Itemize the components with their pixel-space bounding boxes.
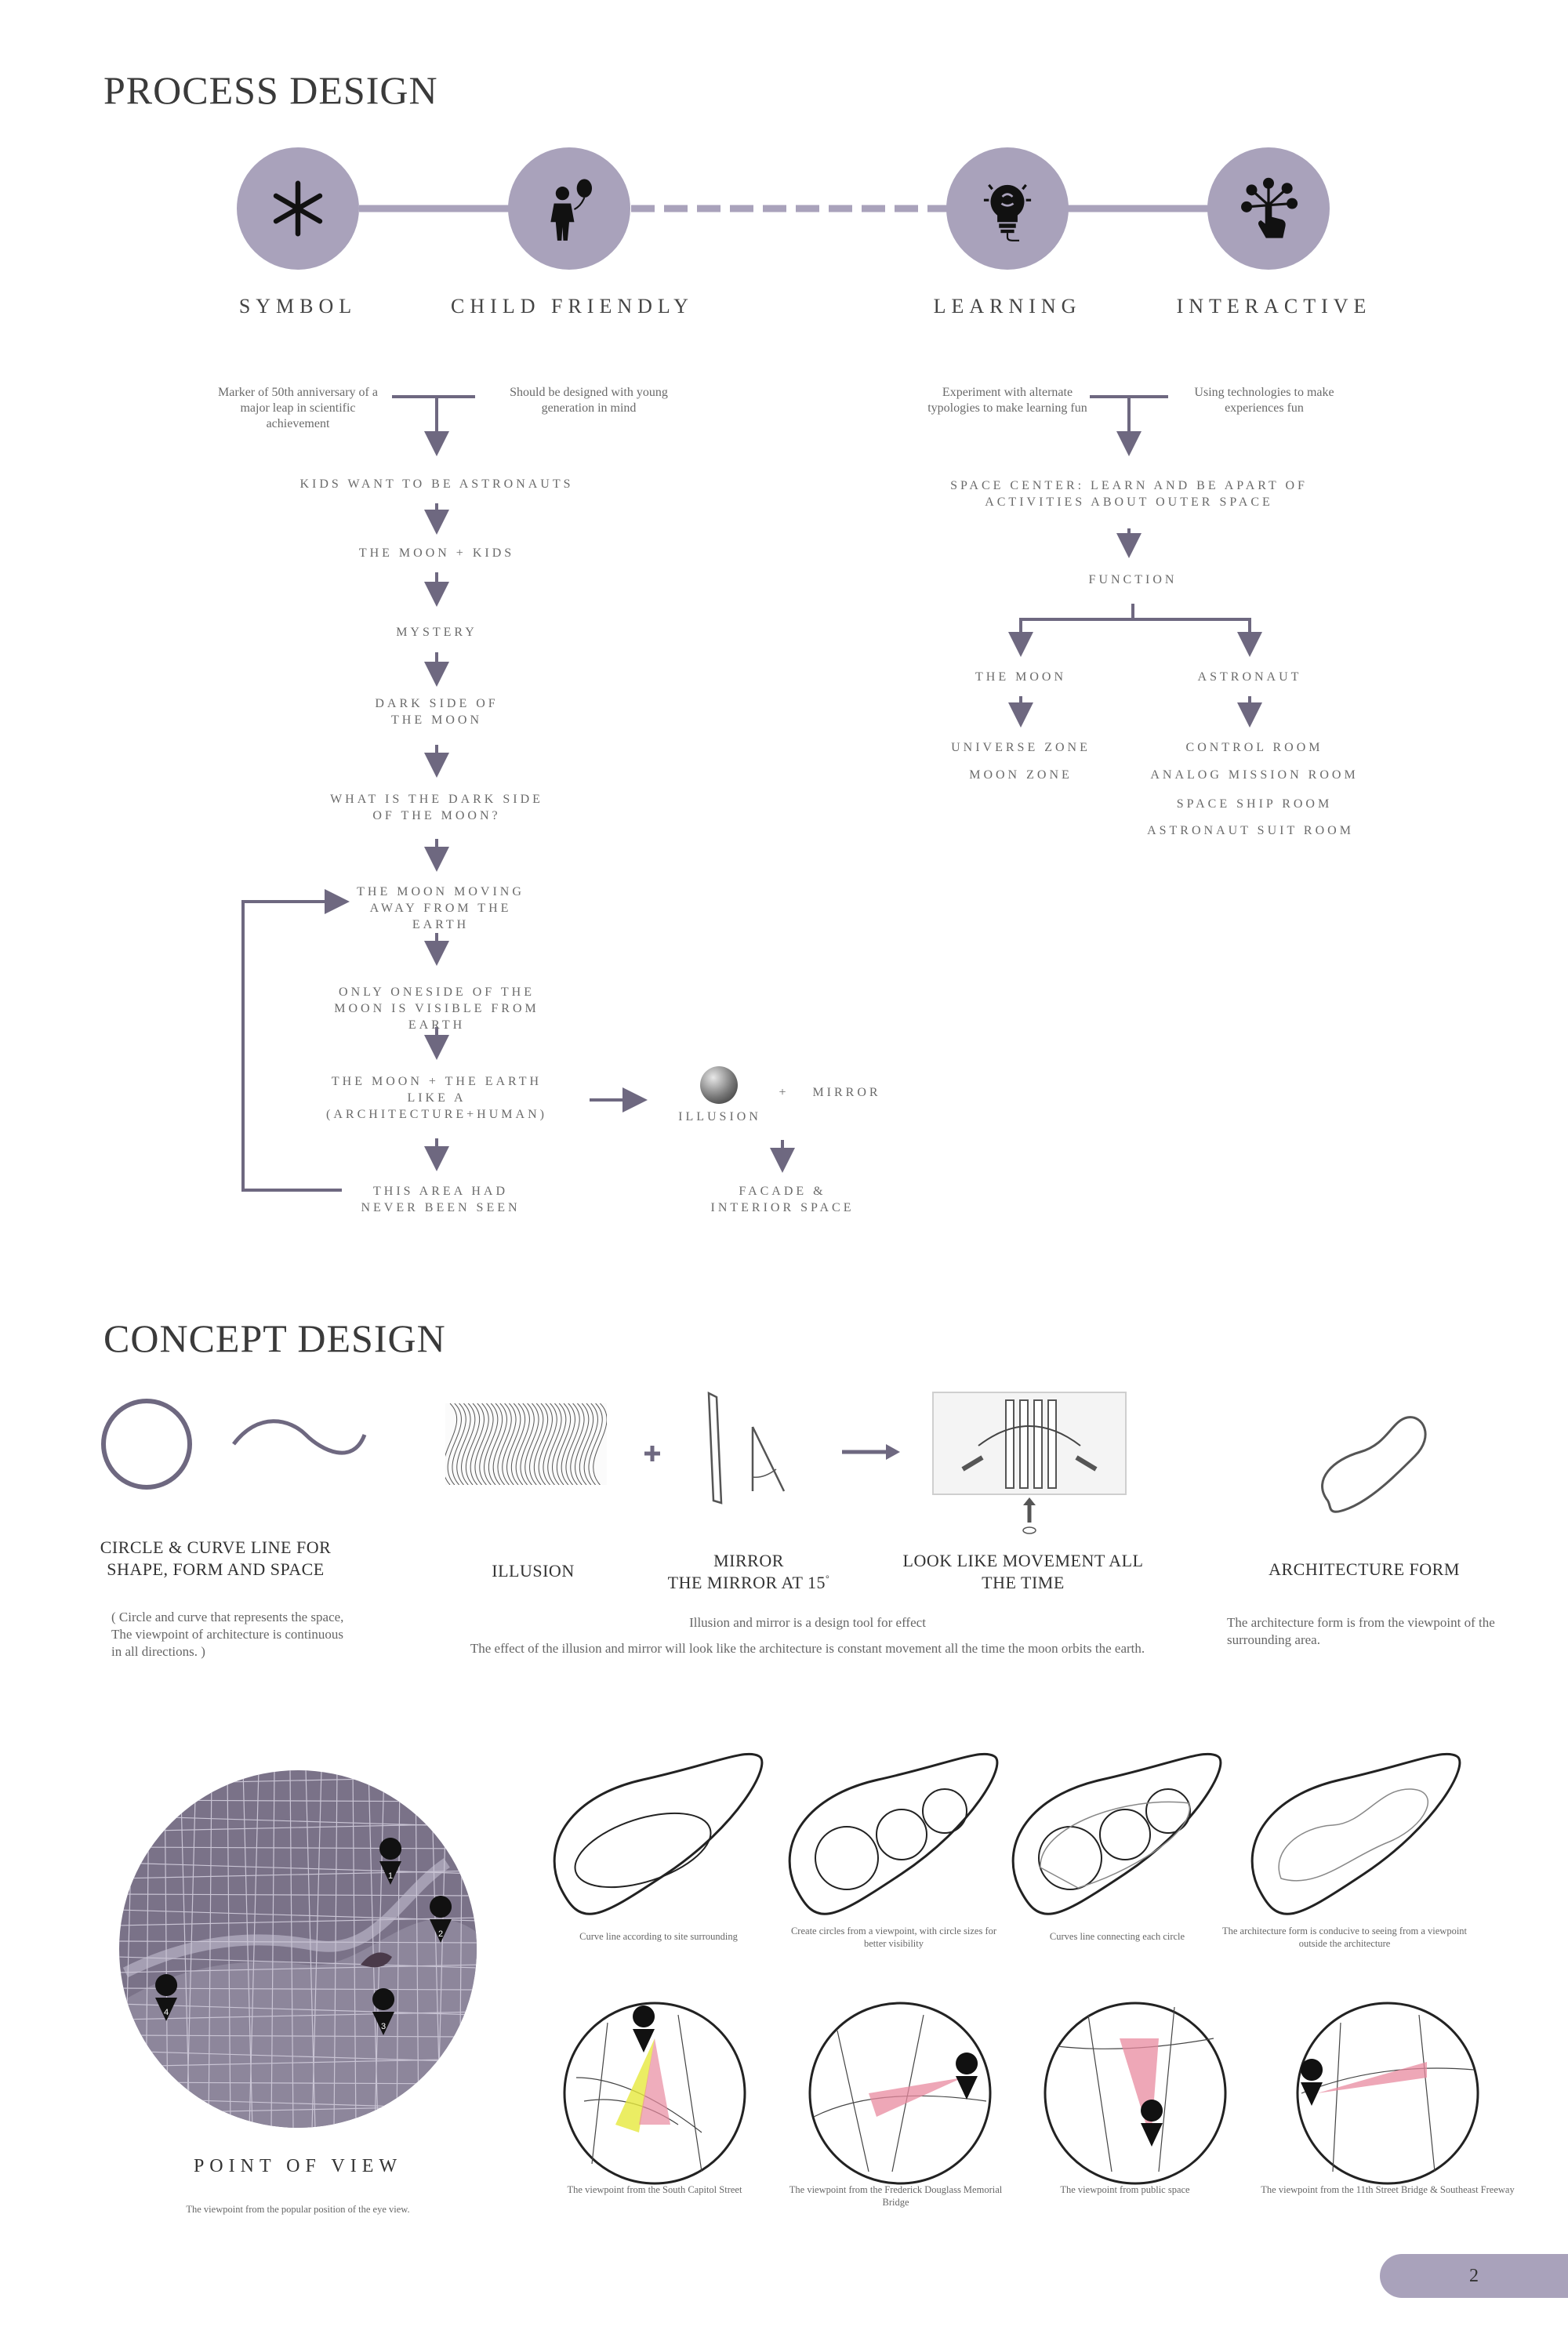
flow-kids-astronauts: KIDS WANT TO BE ASTRONAUTS (299, 477, 574, 491)
form-step-2-caption: Create circles from a viewpoint, with circle sizes for better visibility (790, 1926, 997, 1950)
illusion-sphere-icon (700, 1066, 738, 1104)
flow-astronaut: ASTRONAUT (1197, 670, 1302, 684)
process-design-title: PROCESS DESIGN (103, 68, 438, 112)
viewpoint-map-3 (1041, 1999, 1229, 2187)
point-of-view-subtitle: The viewpoint from the popular position of the eye view. (186, 2204, 410, 2215)
caption-circle-curve: CIRCLE & CURVE LINE FOR SHAPE, FORM AND SPACE (100, 1537, 332, 1579)
label-learning: LEARNING (933, 295, 1082, 318)
flow-moon-kids: THE MOON + KIDS (358, 546, 515, 560)
note-child-friendly: Should be designed with young generation in mind (510, 386, 668, 415)
flow-plus: + (779, 1086, 789, 1099)
flow-function: FUNCTION (1088, 573, 1178, 586)
flow-moon-zone: MOON ZONE (969, 768, 1073, 782)
label-symbol: SYMBOL (238, 295, 358, 318)
viewpoint-map-2 (806, 1999, 994, 2187)
label-interactive: INTERACTIVE (1176, 295, 1372, 318)
flow-astronaut-suit-room: ASTRONAUT SUIT ROOM (1147, 824, 1354, 837)
page-number: 2 (1380, 2254, 1568, 2298)
point-of-view-title: POINT OF VIEW (193, 2156, 403, 2176)
flow-dark-side: DARK SIDE OF THE MOON (375, 697, 499, 727)
movement-diagram (931, 1391, 1127, 1540)
flow-one-side-visible: ONLY ONESIDE OF THE MOON IS VISIBLE FROM EARTH (334, 985, 539, 1032)
form-step-3-caption: Curves line connecting each circle (1049, 1931, 1185, 1942)
circle-curve-diagram (94, 1396, 376, 1505)
viewpoint-map-1 (561, 1999, 749, 2187)
form-step-1 (549, 1733, 768, 1929)
caption-mirror-sub: THE MIRROR AT 15 (667, 1572, 826, 1592)
marker-2: 2 (437, 1929, 444, 1939)
caption-mirror-degree: ° (826, 1573, 830, 1584)
arrow-right-icon (839, 1443, 902, 1461)
architecture-form-shape (1317, 1413, 1435, 1515)
desc-circle-curve: ( Circle and curve that represents the space, The viewpoint of architecture is continuous in all directions. ) (111, 1610, 344, 1660)
viewpoint-1-caption: The viewpoint from the South Capitol Street (567, 2184, 742, 2195)
flow-analog-mission-room: ANALOG MISSION ROOM (1150, 768, 1359, 782)
form-step-4-caption: The architecture form is conducive to seeing from a viewpoint outside the architecture (1221, 1926, 1468, 1950)
flow-universe-zone: UNIVERSE ZONE (951, 741, 1091, 754)
flow-moon-earth-architecture: THE MOON + THE EARTH LIKE A (ARCHITECTURE+HUMAN) (326, 1075, 547, 1121)
caption-architecture-form: ARCHITECTURE FORM (1269, 1559, 1460, 1579)
concept-design-title: CONCEPT DESIGN (103, 1316, 446, 1360)
flow-mirror: MIRROR (812, 1086, 881, 1099)
mirror-diagram (698, 1389, 800, 1507)
form-step-4 (1247, 1733, 1466, 1929)
flow-what-is-dark-side: WHAT IS THE DARK SIDE OF THE MOON? (330, 793, 543, 822)
caption-mirror-angle (659, 1572, 839, 1594)
marker-3: 3 (380, 2022, 387, 2031)
flow-area-never-seen: THIS AREA HAD NEVER BEEN SEEN (361, 1185, 521, 1214)
flow-space-center: SPACE CENTER: LEARN AND BE APART OF ACTIVITIES ABOUT OUTER SPACE (950, 479, 1308, 509)
flow-control-room: CONTROL ROOM (1185, 741, 1323, 754)
flow-mystery: MYSTERY (396, 626, 477, 639)
note-learning: Experiment with alternate typologies to make learning fun (927, 386, 1087, 415)
caption-mirror-title: MIRROR (713, 1551, 784, 1570)
flow-illusion: ILLUSION (678, 1110, 761, 1123)
caption-illusion: ILLUSION (492, 1561, 575, 1581)
marker-4: 4 (163, 2008, 169, 2017)
marker-1: 1 (387, 1871, 394, 1881)
caption-look-like: LOOK LIKE MOVEMENT ALL THE TIME (902, 1551, 1144, 1592)
viewpoint-4-caption: The viewpoint from the 11th Street Bridge & Southeast Freeway (1261, 2184, 1515, 2195)
flow-moon-moving: THE MOON MOVING AWAY FROM THE EARTH (357, 885, 524, 931)
desc-effect: The effect of the illusion and mirror will look like the architecture is constant movement all the time the moon orbits the earth. (470, 1641, 1145, 1656)
note-symbol: Marker of 50th anniversary of a major leap in scientific achievement (218, 386, 378, 430)
viewpoint-3-caption: The viewpoint from public space (1060, 2184, 1190, 2195)
form-step-3 (1007, 1733, 1227, 1929)
site-map-circle (118, 1769, 478, 2129)
desc-design-tool: Illusion and mirror is a design tool for effect (689, 1615, 926, 1630)
flow-space-ship-room: SPACE SHIP ROOM (1176, 797, 1333, 811)
viewpoint-map-4 (1294, 1999, 1482, 2187)
flow-facade-interior: FACADE & INTERIOR SPACE (710, 1185, 855, 1214)
plus-icon (643, 1444, 662, 1463)
form-step-2 (784, 1733, 1004, 1929)
caption-mirror (659, 1550, 839, 1593)
flow-the-moon: THE MOON (975, 670, 1066, 684)
label-child-friendly: CHILD FRIENDLY (451, 295, 694, 318)
desc-architecture-form: The architecture form is from the viewpoint of the surrounding area. (1227, 1615, 1495, 1648)
form-step-1-caption: Curve line according to site surrounding (579, 1931, 738, 1942)
note-interactive: Using technologies to make experiences fun (1194, 386, 1334, 415)
illusion-pattern-image (445, 1403, 607, 1485)
viewpoint-2-caption: The viewpoint from the Frederick Douglass Memorial Bridge (789, 2184, 1003, 2209)
